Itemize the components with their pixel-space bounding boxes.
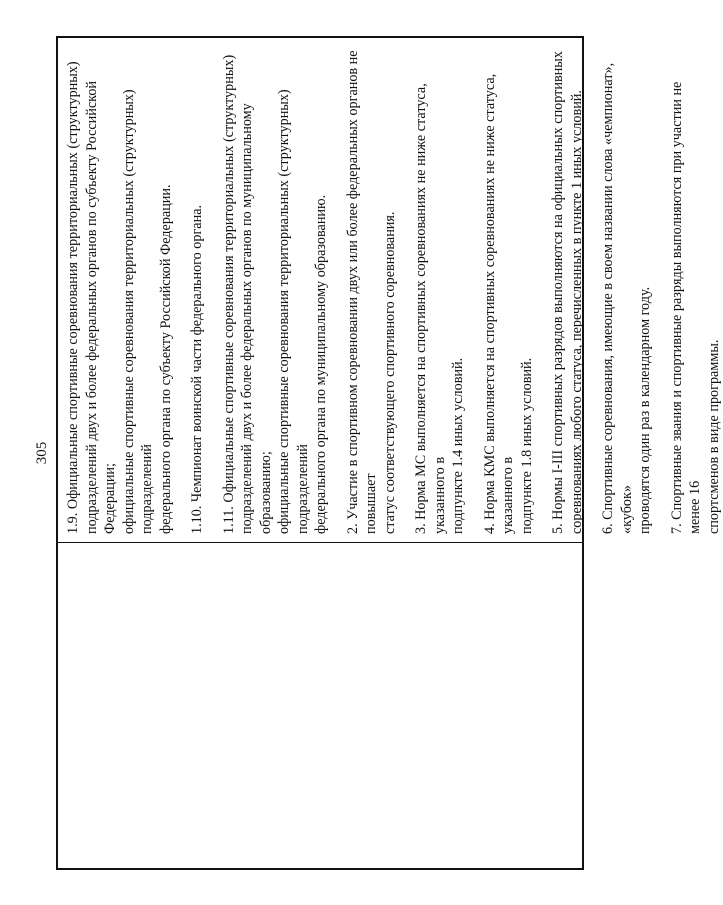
conditions-table: [56, 36, 722, 870]
condition-item-6: 6. Спортивные соревнования, имеющие в своем названии слова «чемпионат», «кубок» проводятся один раз в календарном году.: [600, 62, 653, 534]
condition-item-2: 2. Участие в спортивном соревновании двух или более федеральных органов не повышает статус соответствующего спортивного соревнования.: [344, 50, 398, 534]
condition-item-7: 7. Спортивные звания и спортивные разряды выполняются при участии не менее 16 спортсменов в виде программы.: [668, 81, 722, 534]
rotated-sheet: [34, 36, 722, 870]
condition-item-1-10: 1.10. Чемпионат воинской части федерального органа.: [189, 204, 205, 534]
condition-item-5: 5. Нормы I-III спортивных разрядов выполняются на официальных спортивных соревнованиях любого статуса, перечисленных в пункте 1 иных условий.: [550, 51, 585, 534]
condition-item-1-11: 1.11. Официальные спортивные соревнования территориальных (структурных) подразделений двух и более федеральных органов по муниципальному образованию; официальные спортивные соревнования территориальных (структурных) подразделений федерального органа по муниципальному образованию.: [220, 54, 329, 534]
condition-item-1-9: 1.9. Официальные спортивные соревнования территориальных (структурных) подразделений двух и более федеральных органов по субъекту Российской Федерации; официальные спортивные соревнования территориальных (структурных) подразделений федерального органа по субъекту Российской Федерации.: [65, 61, 174, 534]
table-left-column: [58, 542, 582, 868]
condition-item-3: 3. Норма МС выполняется на спортивных соревнованиях не ниже статуса, указанного в подпункте 1.4 иных условий.: [413, 83, 466, 534]
table-right-column: [58, 38, 722, 542]
rotated-content: [34, 36, 722, 870]
page-number: 305: [34, 441, 50, 465]
condition-item-4: 4. Норма КМС выполняется на спортивных соревнованиях не ниже статуса, указанного в подпункте 1.8 иных условий.: [481, 73, 535, 534]
